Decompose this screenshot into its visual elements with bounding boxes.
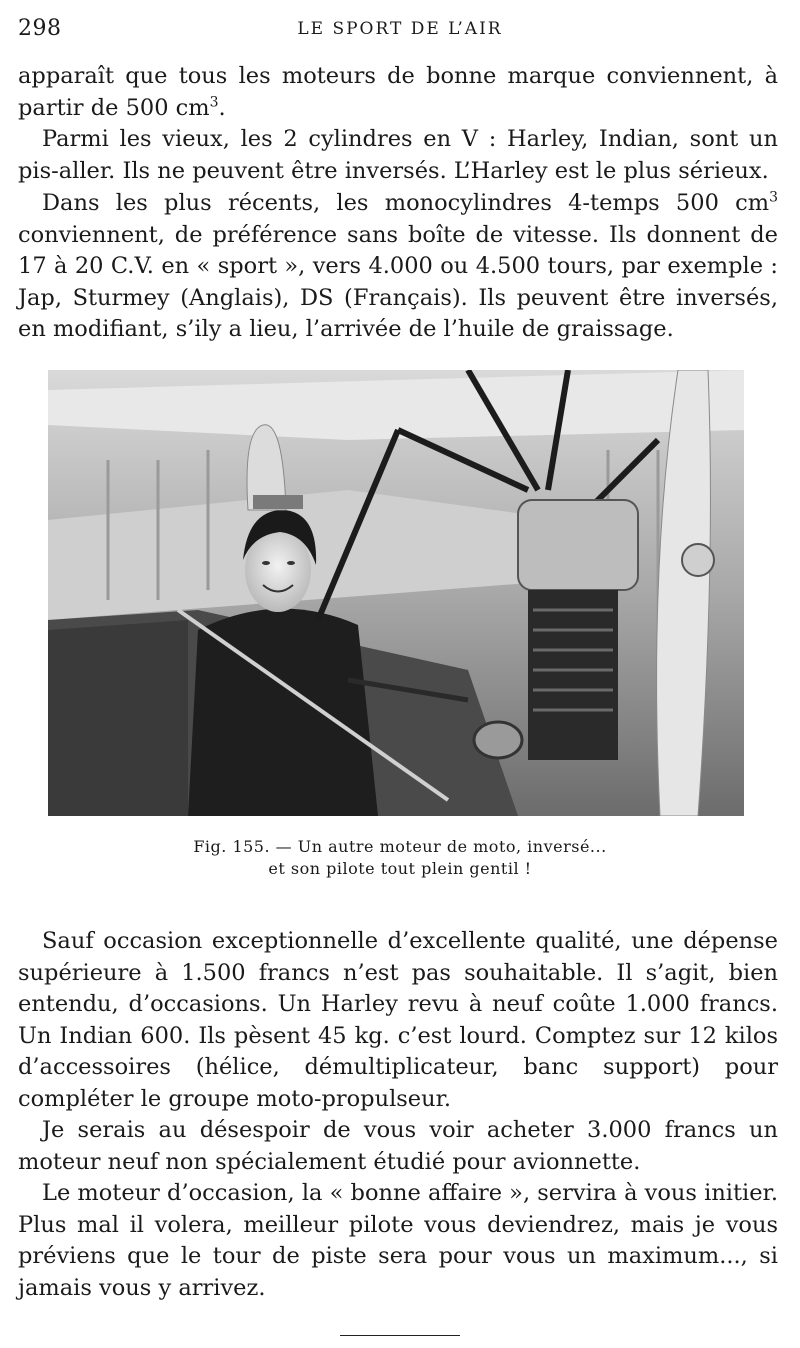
running-title: LE SPORT DE L’AIR [297, 19, 503, 39]
paragraph-3-rest: conviennent, de préférence sans boîte de vitesse. Ils donnent de 17 à 20 C.V. en « sport », vers 4.000 ou 4.500 tours, par exemple : Jap, Sturmey (Anglais), DS (Français). Ils peuvent être inversés, en modifiant, s’ily a lieu, l’arrivée de l’huile de graissage. [18, 221, 778, 342]
paragraph-1 [18, 61, 778, 124]
caption-line-1: Fig. 155. — Un autre moteur de moto, inversé... [193, 837, 607, 856]
paragraph-3 [18, 188, 778, 346]
paragraph-4: Sauf occasion exceptionnelle d’excellente qualité, une dépense supérieure à 1.500 francs n’est pas souhaitable. Il s’agit, bien entendu, d’occasions. Un Harley revu à neuf coûte 1.000 francs. Un Indian 600. Ils pèsent 45 kg. c’est lourd. Comptez sur 12 kilos d’accessoires (hélice, démultiplicateur, banc support) pour compléter le groupe moto-propulseur. [18, 928, 778, 1112]
figure-caption [0, 836, 800, 880]
caption-line-2: et son pilote tout plein gentil ! [268, 859, 532, 878]
paragraph-6: Le moteur d’occasion, la « bonne affaire », servira à vous initier. Plus mal il volera, meilleur pilote vous deviendrez, mais je vous préviens que le tour de piste sera pour vous un maximum..., si jamais vous y arrivez. [18, 1180, 778, 1301]
superscript: 3 [769, 189, 778, 206]
photo-engine-pilot [48, 370, 744, 816]
superscript: 3 [209, 94, 219, 110]
paragraph-3-text: Dans les plus récents, les monocylindres 4-temps 500 cm [42, 190, 770, 216]
paragraph-1-end: . [218, 94, 226, 121]
paragraph-2: Parmi les vieux, les 2 cylindres en V : Harley, Indian, sont un pis-aller. Ils ne peuvent être inversés. L’Harley est le plus sérieux. [18, 126, 778, 184]
figure-photo [48, 370, 744, 816]
paragraph-1-text: apparaît que tous les moteurs de bonne marque conviennent, à partir de 500 cm [18, 63, 778, 121]
paragraph-5: Je serais au désespoir de vous voir acheter 3.000 francs un moteur neuf non spécialement étudié pour avionnette. [18, 1117, 778, 1175]
section-end-rule [340, 1335, 460, 1336]
page-number: 298 [18, 16, 62, 41]
